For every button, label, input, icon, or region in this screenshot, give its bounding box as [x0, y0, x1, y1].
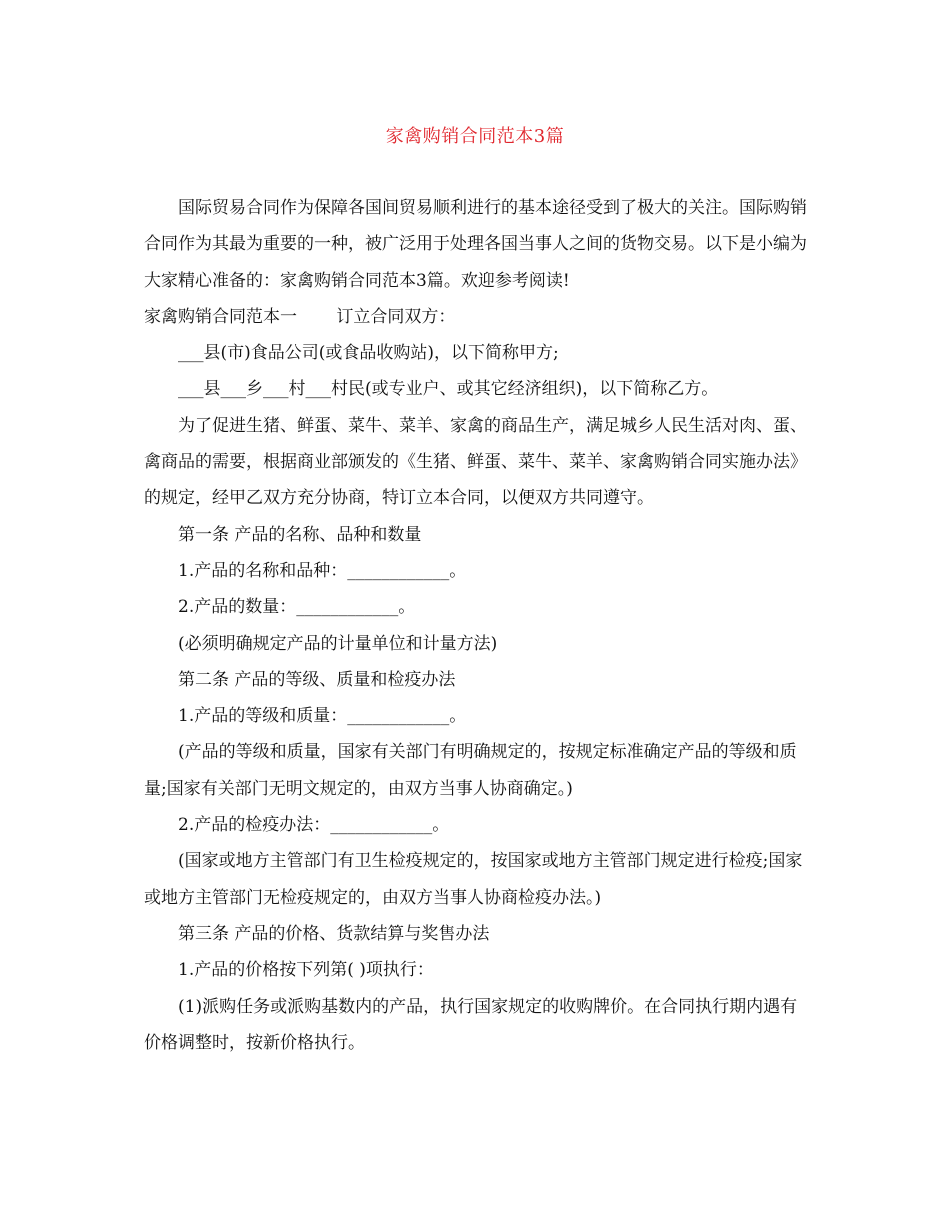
contract-heading-line: 家禽购销合同范本一 订立合同双方： [144, 306, 456, 327]
article-3-heading: 第三条 产品的价格、货款结算与奖售办法 [178, 923, 490, 944]
article-2-item-2: 2.产品的检疫办法：____________。 [178, 815, 450, 836]
party-a-line: ___县(市)食品公司(或食品收购站)，以下简称甲方; [178, 343, 559, 364]
document-body [144, 190, 809, 1061]
purpose-paragraph: 为了促进生猪、鲜蛋、菜牛、菜羊、家禽的商品生产，满足城乡人民生活对肉、蛋、禽商品的需要，根据商业部颁发的《生猪、鲜蛋、菜牛、菜羊、家禽购销合同实施办法》的规定，经甲乙双方充分协商，特订立本合同，以便双方共同遵守。 [144, 415, 807, 509]
article-3-subitem-1: (1)派购任务或派购基数内的产品，执行国家规定的收购牌价。在合同执行期内遇有价格调整时，按新价格执行。 [144, 996, 798, 1053]
article-1-item-2: 2.产品的数量：____________。 [178, 597, 416, 618]
article-1-note: (必须明确规定产品的计量单位和计量方法) [178, 633, 498, 654]
article-2-item-1: 1.产品的等级和质量：____________。 [178, 706, 467, 727]
article-3-item-1: 1.产品的价格按下列第( )项执行： [178, 960, 434, 981]
document-title: 家禽购销合同范本3篇 [385, 126, 565, 147]
article-1-heading: 第一条 产品的名称、品种和数量 [178, 524, 422, 545]
article-2-note-1: (产品的等级和质量，国家有关部门有明确规定的，按规定标准确定产品的等级和质量;国家有关部门无明文规定的，由双方当事人协商确定。) [144, 742, 797, 799]
party-b-line: ___县___乡___村___村民(或专业户、或其它经济组织)，以下简称乙方。 [178, 379, 719, 400]
article-1-item-1: 1.产品的名称和品种：____________。 [178, 560, 467, 581]
article-2-note-2: (国家或地方主管部门有卫生检疫规定的，按国家或地方主管部门规定进行检疫;国家或地方主管部门无检疫规定的，由双方当事人协商检疫办法。) [144, 851, 803, 908]
article-2-heading: 第二条 产品的等级、质量和检疫办法 [178, 669, 456, 690]
intro-paragraph: 国际贸易合同作为保障各国间贸易顺利进行的基本途径受到了极大的关注。国际购销合同作为其最为重要的一种，被广泛用于处理各国当事人之间的货物交易。以下是小编为大家精心准备的：家禽购销合同范本3篇。欢迎参考阅读! [144, 198, 807, 291]
